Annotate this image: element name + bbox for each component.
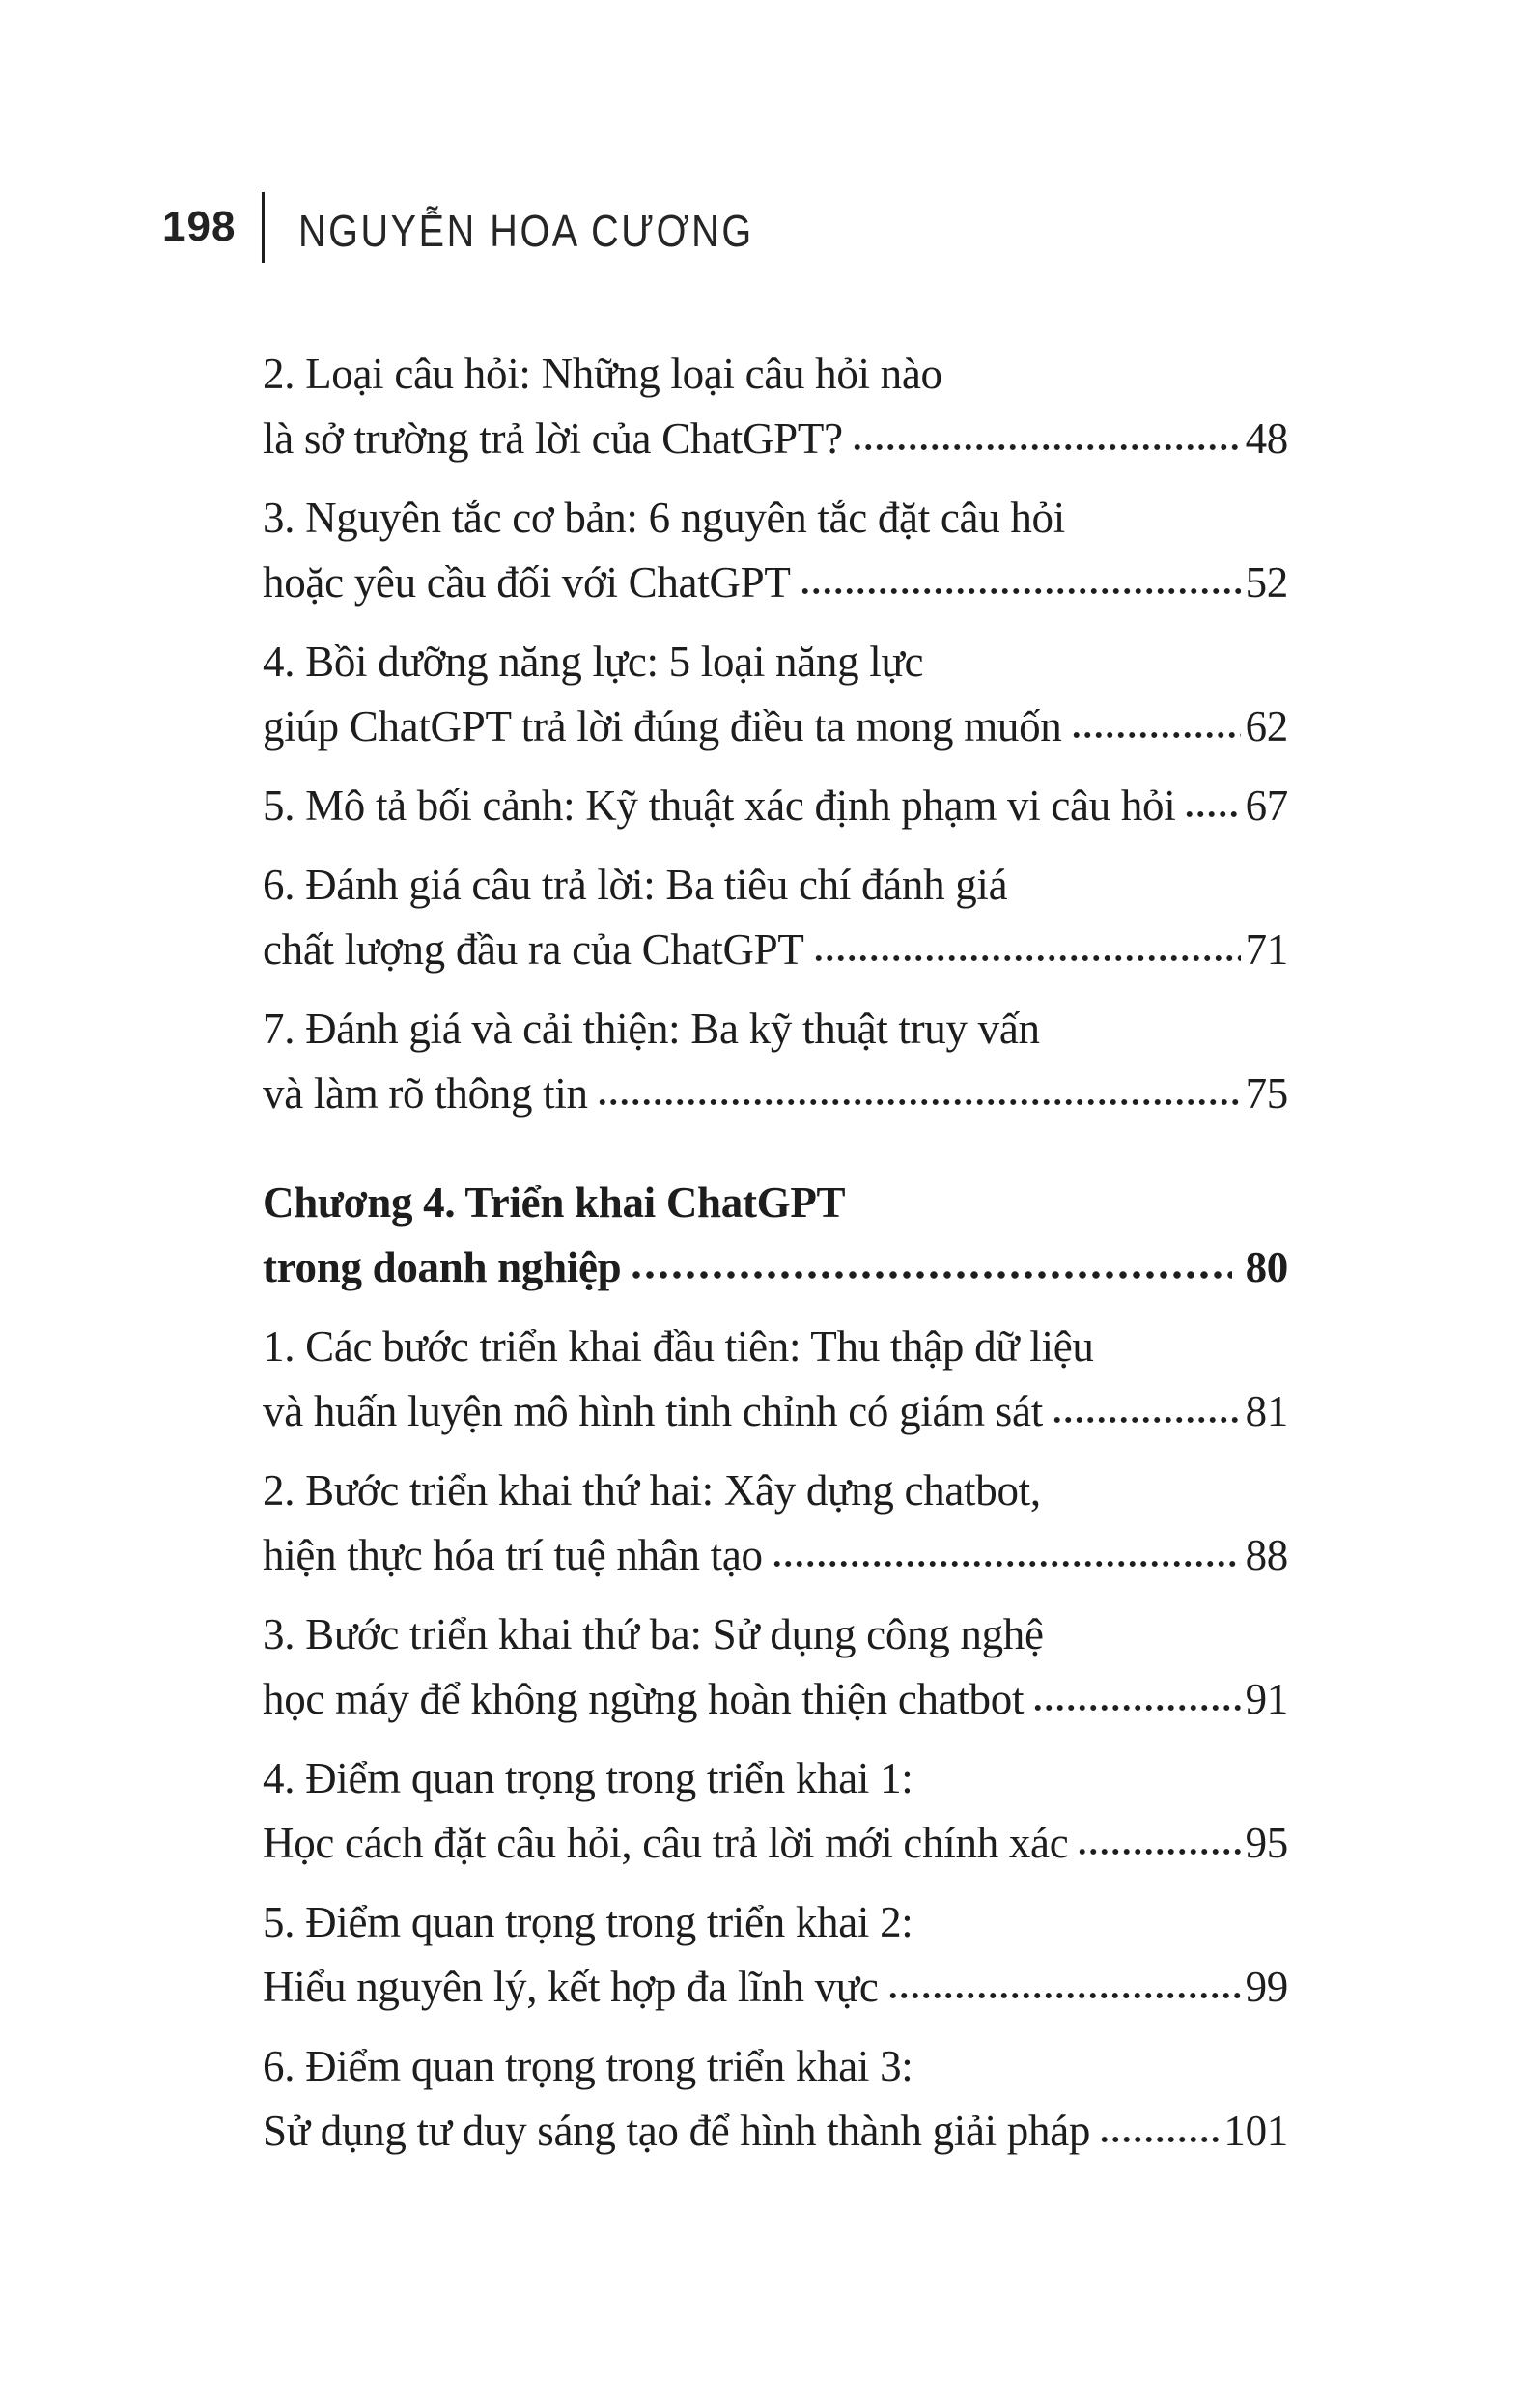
toc-entry-last-line <box>263 1955 1288 2020</box>
author-name: NGUYỄN HOA CƯƠNG <box>298 206 754 256</box>
toc-entry-tail: Sử dụng tư duy sáng tạo để hình thành giải pháp <box>263 2107 1091 2155</box>
toc-entry <box>263 1171 1288 1300</box>
dot-leader <box>772 1558 1241 1570</box>
toc-page-number: 91 <box>1245 1675 1288 1723</box>
toc-entry-tail: chất lượng đầu ra của ChatGPT <box>263 925 804 974</box>
toc-entry-last-line <box>263 551 1288 615</box>
toc-entry-line: 3. Bước triển khai thứ ba: Sử dụng công nghệ <box>263 1610 1044 1658</box>
dot-leader <box>1077 1846 1240 1857</box>
dot-leader <box>630 1268 1231 1282</box>
dot-leader <box>887 1990 1241 2001</box>
toc-entry-line: 1. Các bước triển khai đầu tiên: Thu thập dữ liệu <box>263 1322 1094 1371</box>
toc-entry-lines <box>263 1890 1288 1955</box>
toc-entry <box>263 630 1288 759</box>
toc-entry-line: 3. Nguyên tắc cơ bản: 6 nguyên tắc đặt câu hỏi <box>263 494 1065 542</box>
toc-entry-lines <box>263 1602 1288 1667</box>
toc-page-number: 67 <box>1245 781 1288 830</box>
toc-entry <box>263 774 1288 838</box>
toc-entry-last-line <box>263 1062 1288 1126</box>
toc-entry <box>263 997 1288 1126</box>
toc-entry-line: 2. Loại câu hỏi: Những loại câu hỏi nào <box>263 350 942 398</box>
toc-entry-last-line <box>263 1667 1288 1732</box>
toc-entry-tail: học máy để không ngừng hoàn thiện chatbot <box>263 1675 1025 1723</box>
dot-leader <box>800 585 1241 597</box>
toc-entry-line: 7. Đánh giá và cải thiện: Ba kỹ thuật truy vấn <box>263 1005 1040 1053</box>
toc-page-number: 80 <box>1245 1243 1288 1291</box>
toc-page-number: 99 <box>1245 1963 1288 2011</box>
dot-leader <box>1071 729 1241 741</box>
toc-page-number: 71 <box>1245 925 1288 974</box>
toc-list <box>263 342 1288 2178</box>
toc-entry-line: 4. Điểm quan trọng trong triển khai 1: <box>263 1754 913 1802</box>
toc-entry-line: 6. Điểm quan trọng trong triển khai 3: <box>263 2042 913 2090</box>
toc-entry-line: 4. Bồi dưỡng năng lực: 5 loại năng lực <box>263 637 924 686</box>
toc-entry-line: Chương 4. Triển khai ChatGPT <box>263 1178 846 1227</box>
toc-entry-tail: Hiểu nguyên lý, kết hợp đa lĩnh vực <box>263 1963 879 2011</box>
toc-entry-lines <box>263 486 1288 551</box>
toc-entry-last-line <box>263 407 1288 471</box>
toc-entry-last-line <box>263 2099 1288 2164</box>
toc-entry-tail: trong doanh nghiệp <box>263 1243 622 1291</box>
header-divider <box>262 192 265 263</box>
toc-entry-lines <box>263 342 1288 407</box>
toc-entry-lines <box>263 1315 1288 1379</box>
toc-entry-lines <box>263 997 1288 1062</box>
toc-entry-last-line <box>263 1523 1288 1588</box>
toc-entry-tail: 5. Mô tả bối cảnh: Kỹ thuật xác định phạm vi câu hỏi <box>263 781 1176 830</box>
toc-entry <box>263 2034 1288 2164</box>
toc-entry <box>263 1315 1288 1444</box>
toc-entry-tail: hiện thực hóa trí tuệ nhân tạo <box>263 1531 763 1579</box>
toc-entry-lines <box>263 1746 1288 1811</box>
page-number: 198 <box>162 203 237 250</box>
toc-entry <box>263 853 1288 982</box>
toc-entry <box>263 1890 1288 2020</box>
toc-entry-tail: giúp ChatGPT trả lời đúng điều ta mong muốn <box>263 702 1062 751</box>
toc-entry-lines <box>263 2034 1288 2099</box>
toc-entry-last-line <box>263 918 1288 982</box>
toc-page-number: 88 <box>1245 1531 1288 1579</box>
toc-entry-tail: và huấn luyện mô hình tinh chỉnh có giám sát <box>263 1387 1043 1435</box>
toc-entry <box>263 1746 1288 1876</box>
toc-entry <box>263 1459 1288 1588</box>
toc-entry-line: 5. Điểm quan trọng trong triển khai 2: <box>263 1898 913 1946</box>
dot-leader <box>1052 1414 1241 1426</box>
dot-leader <box>1099 2134 1219 2145</box>
toc-entry-last-line <box>263 1811 1288 1876</box>
toc-entry-last-line <box>263 774 1288 838</box>
toc-page-number: 95 <box>1245 1819 1288 1867</box>
toc-entry-last-line <box>263 694 1288 759</box>
toc-entry-lines <box>263 1171 1288 1235</box>
toc-entry-tail: là sở trường trả lời của ChatGPT? <box>263 414 843 463</box>
dot-leader <box>1032 1702 1240 1714</box>
dot-leader <box>813 952 1241 964</box>
toc-entry <box>263 1602 1288 1732</box>
toc-page-number: 81 <box>1245 1387 1288 1435</box>
toc-page-number: 48 <box>1245 414 1288 463</box>
toc-page-number: 101 <box>1223 2107 1288 2155</box>
toc-entry-lines <box>263 630 1288 694</box>
dot-leader <box>852 441 1241 453</box>
toc-entry-lines <box>263 853 1288 918</box>
toc-entry <box>263 342 1288 471</box>
toc-entry-lines <box>263 1459 1288 1523</box>
toc-entry-last-line <box>263 1235 1288 1300</box>
toc-page-number: 52 <box>1245 558 1288 607</box>
toc-entry-last-line <box>263 1379 1288 1444</box>
toc-page-number: 75 <box>1245 1069 1288 1118</box>
toc-entry-tail: Học cách đặt câu hỏi, câu trả lời mới chính xác <box>263 1819 1069 1867</box>
toc-entry-line: 6. Đánh giá câu trả lời: Ba tiêu chí đánh giá <box>263 861 1008 909</box>
dot-leader <box>1184 808 1240 820</box>
toc-entry-tail: và làm rõ thông tin <box>263 1069 588 1118</box>
dot-leader <box>597 1096 1241 1108</box>
toc-page-number: 62 <box>1245 702 1288 751</box>
toc-entry <box>263 486 1288 615</box>
toc-entry-line: 2. Bước triển khai thứ hai: Xây dựng chatbot, <box>263 1466 1041 1515</box>
toc-entry-tail: hoặc yêu cầu đối với ChatGPT <box>263 558 791 607</box>
